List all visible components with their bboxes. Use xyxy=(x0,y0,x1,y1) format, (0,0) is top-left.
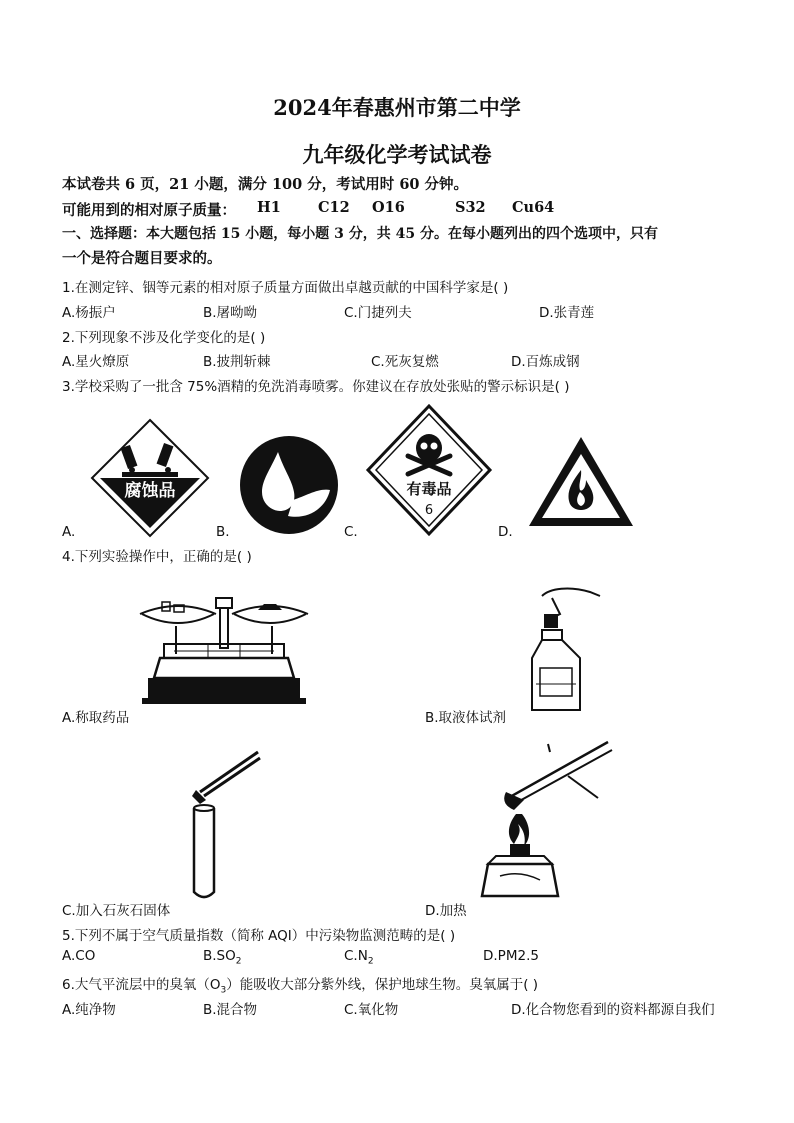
question-5-option-b: $B.SO_2$ xyxy=(203,948,242,967)
question-4-option-d: D.加热 xyxy=(425,903,467,919)
atomic-mass-label: 可能用到的相对原子质量： xyxy=(62,202,236,219)
question-1-option-a: A.杨振户 xyxy=(62,305,116,321)
question-3-option-d: D. xyxy=(498,524,513,540)
reagent-bottle-icon xyxy=(522,584,602,716)
question-1-option-b: B.屠呦呦 xyxy=(203,305,258,321)
question-3-option-a: A. xyxy=(62,524,76,540)
toxic-sign-label: 有毒品 xyxy=(406,480,452,498)
toxic-sign-icon xyxy=(366,404,492,536)
atomic-mass-s: S32 xyxy=(455,199,486,216)
question-6-option-a: A.纯净物 xyxy=(62,1002,116,1018)
question-3-option-b: B. xyxy=(216,524,230,540)
question-4-stem: 4.下列实验操作中，正确的是( ) xyxy=(62,549,252,565)
question-4-option-b: B.取液体试剂 xyxy=(425,710,507,726)
question-5-option-c: $C.N_2$ xyxy=(344,948,374,967)
toxic-sign-class: 6 xyxy=(424,503,434,518)
question-6-option-b: B.混合物 xyxy=(203,1002,258,1018)
corrosive-sign-label: 腐蚀品 xyxy=(124,481,176,501)
corrosive-sign-icon xyxy=(90,418,210,538)
question-2-option-b: B.披荆斩棘 xyxy=(203,354,271,370)
question-1-option-d: D.张青莲 xyxy=(539,305,595,321)
question-5-option-a: A.CO xyxy=(62,948,96,964)
question-3-option-c: C. xyxy=(344,524,358,540)
question-2-option-d: D.百炼成钢 xyxy=(511,354,580,370)
school-title: 2024年春惠州市第二中学 xyxy=(273,95,521,120)
atomic-mass-c: C12 xyxy=(318,199,350,216)
question-6-stem: 6.大气平流层中的臭氧$(O_3)$能吸收大部分紫外线，保护地球生物。臭氧属于( ) xyxy=(62,977,539,996)
question-4-option-c: C.加入石灰石固体 xyxy=(62,903,171,919)
water-drop-sign-icon xyxy=(238,434,340,536)
atomic-mass-cu: Cu64 xyxy=(512,199,555,216)
question-6-option-c: C.氧化物 xyxy=(344,1002,399,1018)
question-6-option-d: D.化合物您看到的资料都源自我们 xyxy=(511,1002,715,1018)
question-2-option-c: C.死灰复燃 xyxy=(371,354,439,370)
exam-info: 本试卷共 6 页，21 小题，满分 100 分，考试用时 60 分钟。 xyxy=(62,176,469,193)
question-3-stem: 3.学校采购了一批含 75%酒精的免洗消毒喷雾。你建议在存放处张贴的警示标识是( ) xyxy=(62,379,570,395)
atomic-mass-h: H1 xyxy=(257,199,281,216)
question-2-option-a: A.星火燎原 xyxy=(62,354,130,370)
section-heading-line1: 一、选择题：本大题包括 15 小题，每小题 3 分，共 45 分。在每小题列出的四个选项中，只有 xyxy=(62,226,658,242)
question-1-option-c: C.门捷列夫 xyxy=(344,305,412,321)
question-5-option-d: D.PM2.5 xyxy=(483,948,539,964)
question-5-stem: 5.下列不属于空气质量指数（简称 AQI）中污染物监测范畴的是( ) xyxy=(62,928,456,944)
question-4-option-a: A.称取药品 xyxy=(62,710,130,726)
flammable-sign-icon xyxy=(526,434,636,530)
question-1-stem: 1.在测定锌、铟等元素的相对原子质量方面做出卓越贡献的中国科学家是( ) xyxy=(62,280,509,296)
question-2-stem: 2.下列现象不涉及化学变化的是( ) xyxy=(62,330,266,346)
section-heading-line2: 一个是符合题目要求的。 xyxy=(62,250,222,267)
heating-lamp-icon xyxy=(478,740,616,900)
atomic-mass-o: O16 xyxy=(372,199,405,216)
test-tube-tongs-icon xyxy=(180,750,260,902)
exam-title: 九年级化学考试试卷 xyxy=(302,142,492,167)
balance-scale-icon xyxy=(138,592,310,708)
